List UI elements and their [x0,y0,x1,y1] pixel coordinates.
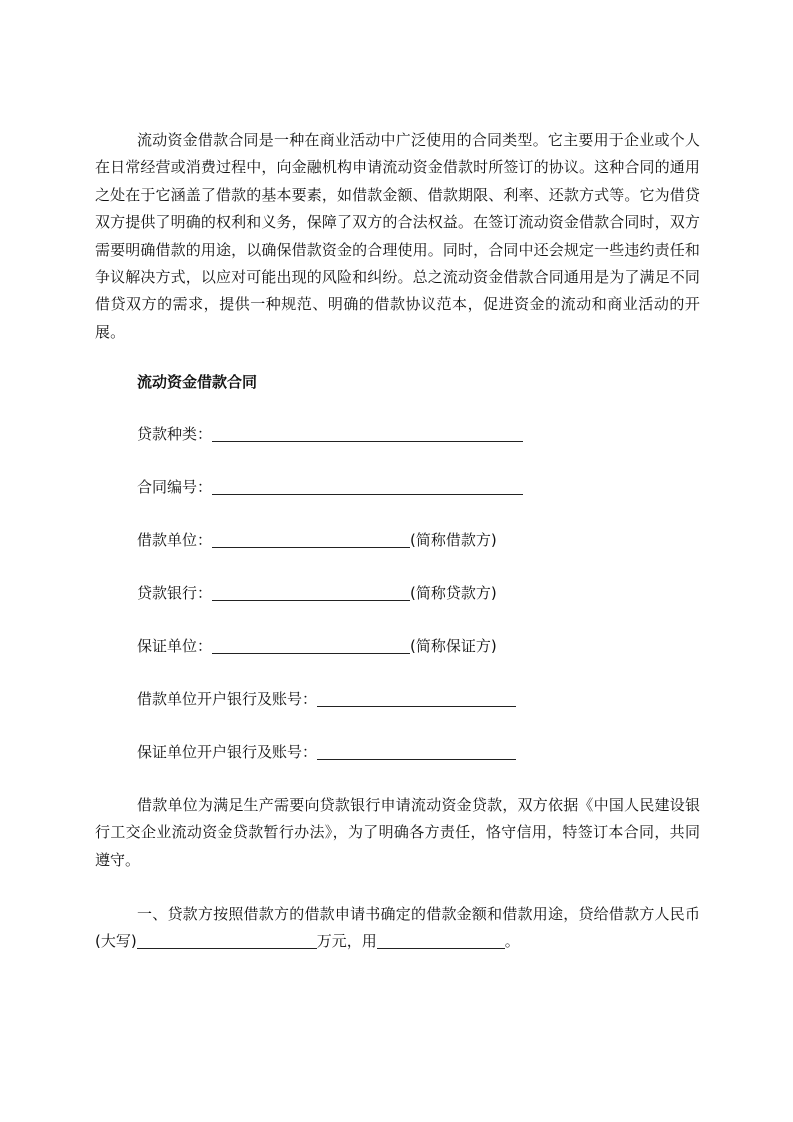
contract-no-field [137,476,523,498]
borrower-label: 借款单位： [137,531,213,549]
preamble-paragraph: 借款单位为满足生产需要向贷款银行申请流动资金贷款，双方依据《中国人民建设银行工交企业流动资金贷款暂行办法》，为了明确各方责任，恪守信用，特签订本合同，共同遵守。 [95,796,700,869]
guarantor-note: (简称保证方) [410,637,497,655]
lender-field [137,582,497,604]
guarantor-account-blank[interactable] [317,743,516,760]
loan-type-blank[interactable] [212,425,523,442]
loan-amount-blank[interactable] [137,932,317,949]
guarantor-label: 保证单位： [137,637,213,655]
borrower-note: (简称借款方) [410,531,497,549]
borrower-account-blank[interactable] [317,690,516,707]
borrower-field [137,529,497,551]
lender-blank[interactable] [212,584,410,601]
clause-1-text-before: 一、贷款方按照借款方的借款申请书确定的借款金额和借款用途，贷给借款方人民币(大写) [95,905,700,951]
clause-1-text-middle: 万元，用 [316,932,377,951]
clause-1-paragraph [95,901,700,956]
contract-no-blank[interactable] [212,478,523,495]
clause-1-text-end: 。 [504,932,520,951]
intro-paragraph: 流动资金借款合同是一种在商业活动中广泛使用的合同类型。它主要用于企业或个人在日常经营或消费过程中，向金融机构申请流动资金借款时所签订的协议。这种合同的通用之处在于它涵盖了借款的基本要素，如借款金额、借款期限、利率、还款方式等。它为借贷双方提供了明确的权利和义务，保障了双方的合法权益。在签订流动资金借款合同时，双方需要明确借款的用途，以确保借款资金的合理使用。同时，合同中还会规定一些违约责任和争议解决方式，以应对可能出现的风险和纠纷。总之流动资金借款合同通用是为了满足不同借贷双方的需求，提供一种规范、明确的借款协议范本，促进资金的流动和商业活动的开展。 [95,131,700,341]
loan-type-label: 贷款种类： [137,425,213,443]
contract-no-label: 合同编号： [137,478,213,496]
borrower-blank[interactable] [212,531,410,548]
borrower-account-field [137,688,516,710]
lender-label: 贷款银行： [137,584,213,602]
guarantor-field [137,635,497,657]
guarantor-blank[interactable] [212,637,410,654]
guarantor-account-label: 保证单位开户银行及账号： [137,743,318,761]
lender-note: (简称贷款方) [410,584,497,602]
contract-title: 流动资金借款合同 [137,373,258,391]
loan-type-field [137,423,523,445]
guarantor-account-field [137,741,516,763]
borrower-account-label: 借款单位开户银行及账号： [137,690,318,708]
loan-use-blank[interactable] [377,932,505,949]
